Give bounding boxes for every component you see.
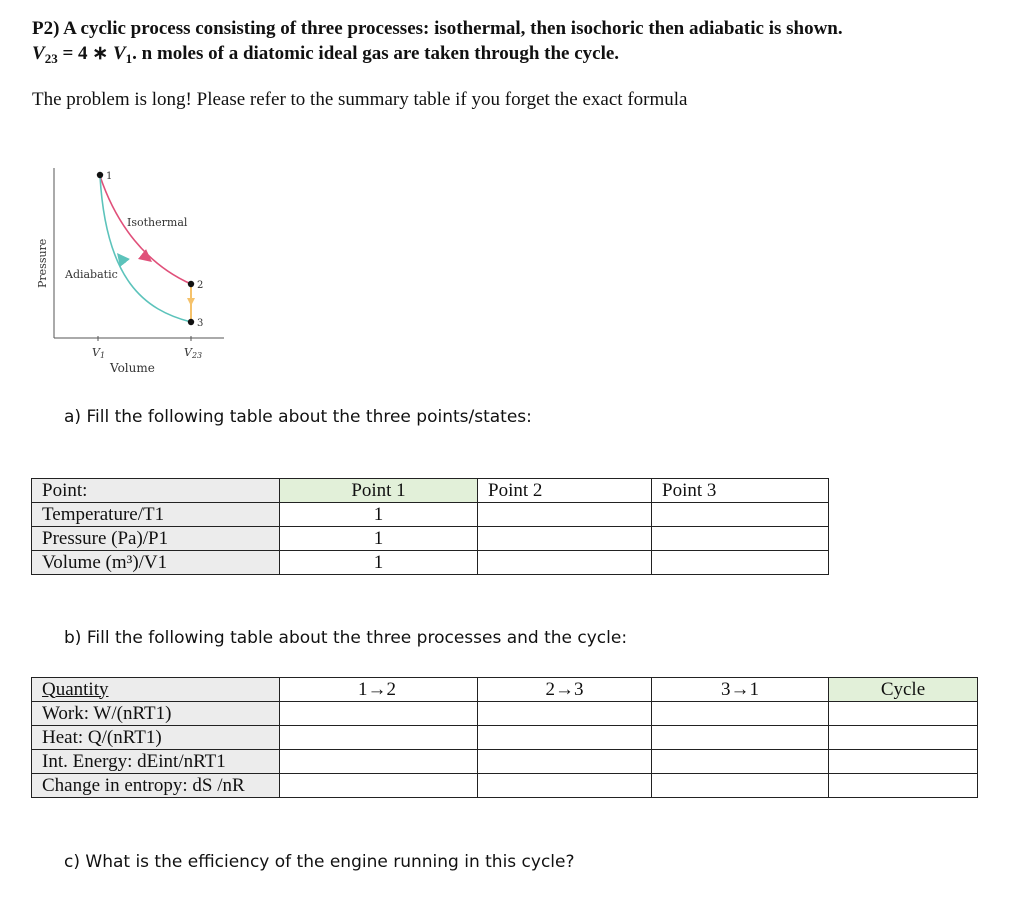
adiabatic-curve <box>100 176 191 322</box>
table-row <box>32 726 978 750</box>
table-cell-input[interactable] <box>829 750 978 774</box>
table-cell-input[interactable] <box>478 503 652 527</box>
table-row <box>32 774 978 798</box>
y-axis-label: Pressure <box>36 238 49 288</box>
row-label: Temperature/T1 <box>32 503 280 527</box>
table-cell-input[interactable] <box>829 774 978 798</box>
table-cell-input[interactable] <box>652 527 829 551</box>
isochoric-arrow <box>187 298 195 306</box>
table-cell-input[interactable] <box>280 750 478 774</box>
table-row <box>32 479 829 503</box>
pv-diagram <box>34 160 254 385</box>
point-2-marker <box>188 281 194 287</box>
table-cell-input[interactable] <box>652 551 829 575</box>
table-cell: Point: <box>32 479 280 503</box>
table-header-point-2: Point 2 <box>478 479 652 503</box>
table-cell-input[interactable] <box>652 774 829 798</box>
question-b: b) Fill the following table about the three processes and the cycle: <box>64 628 628 648</box>
table-row <box>32 750 978 774</box>
table-header-cycle: Cycle <box>829 678 978 702</box>
row-label: Int. Energy: dEint/nRT1 <box>32 750 280 774</box>
table-header-point-3: Point 3 <box>652 479 829 503</box>
processes-table <box>31 677 978 798</box>
row-label: Change in entropy: dS /nR <box>32 774 280 798</box>
table-cell-input[interactable] <box>652 750 829 774</box>
point-1-marker <box>97 172 103 178</box>
point-3-label: 3 <box>197 318 204 329</box>
table-header-point-1: Point 1 <box>280 479 478 503</box>
row-label: Heat: Q/(nRT1) <box>32 726 280 750</box>
table-header-quantity: Quantity <box>32 678 280 702</box>
table-cell-input[interactable] <box>478 702 652 726</box>
isothermal-arrow <box>142 254 147 258</box>
table-cell: 1 <box>280 527 478 551</box>
table-row <box>32 702 978 726</box>
problem-line-1: P2) A cyclic process consisting of three processes: isothermal, then isochoric then adiabatic is shown. <box>32 18 843 39</box>
table-cell: 1 <box>280 551 478 575</box>
question-a: a) Fill the following table about the three points/states: <box>64 407 532 427</box>
table-row <box>32 678 978 702</box>
point-2-label: 2 <box>197 280 204 291</box>
table-cell-input[interactable] <box>478 774 652 798</box>
row-label: Work: W/(nRT1) <box>32 702 280 726</box>
table-cell-input[interactable] <box>280 774 478 798</box>
table-header-1-2: 1→2 <box>280 678 478 702</box>
tick-label-v23: V23 <box>184 346 203 360</box>
point-1-label: 1 <box>106 171 113 182</box>
table-cell-input[interactable] <box>652 702 829 726</box>
table-cell-input[interactable] <box>280 702 478 726</box>
isothermal-label: Isothermal <box>127 216 188 229</box>
table-header-2-3: 2→3 <box>478 678 652 702</box>
table-cell-input[interactable] <box>652 503 829 527</box>
table-cell-input[interactable] <box>280 726 478 750</box>
table-header-3-1: 3→1 <box>652 678 829 702</box>
table-cell-input[interactable] <box>478 527 652 551</box>
table-cell-input[interactable] <box>652 726 829 750</box>
question-c: c) What is the efficiency of the engine running in this cycle? <box>64 852 575 872</box>
point-3-marker <box>188 319 194 325</box>
row-label: Pressure (Pa)/P1 <box>32 527 280 551</box>
table-row <box>32 503 829 527</box>
tick-label-v1: V1 <box>92 346 106 360</box>
table-cell: 1 <box>280 503 478 527</box>
points-table <box>31 478 829 575</box>
problem-title <box>32 16 843 71</box>
table-row <box>32 527 829 551</box>
table-cell-input[interactable] <box>478 750 652 774</box>
table-cell-input[interactable] <box>478 726 652 750</box>
problem-line-2: $V_{23} = 4$ ∗ $V_1$. n moles of a diatomic ideal gas are taken through the cycle. <box>32 43 620 66</box>
table-cell-input[interactable] <box>829 702 978 726</box>
x-axis-label: Volume <box>110 361 155 375</box>
table-cell-input[interactable] <box>478 551 652 575</box>
table-row <box>32 551 829 575</box>
row-label: Volume (m³)/V1 <box>32 551 280 575</box>
adiabatic-label: Adiabatic <box>65 268 118 281</box>
adiabatic-arrow <box>121 258 125 263</box>
table-cell-input[interactable] <box>829 726 978 750</box>
intro-text: The problem is long! Please refer to the summary table if you forget the exact formula <box>32 89 688 110</box>
